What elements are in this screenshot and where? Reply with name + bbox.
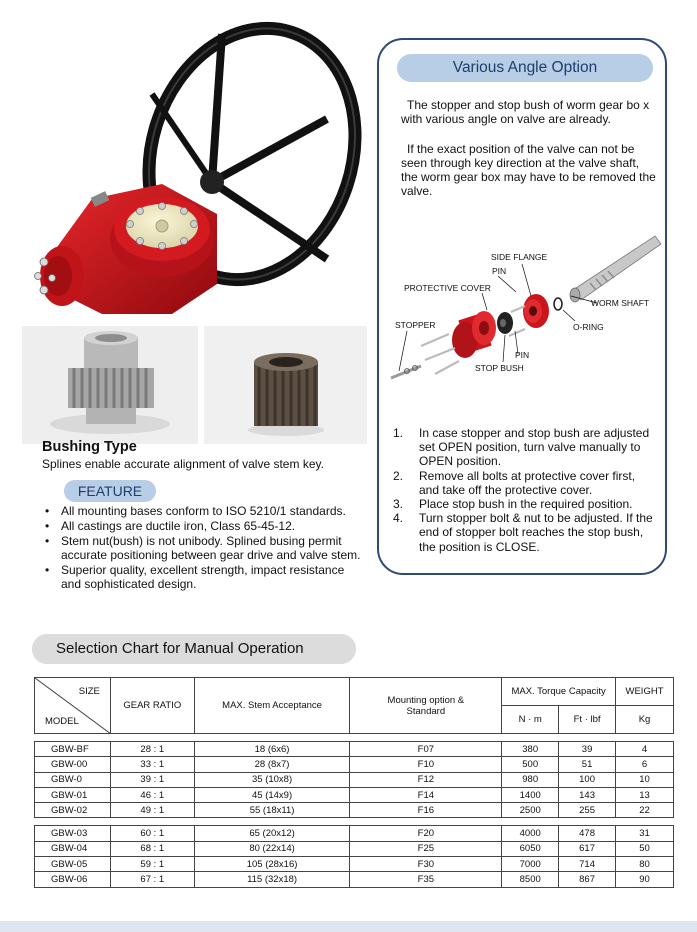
selection-chart-title: Selection Chart for Manual Operation — [32, 634, 356, 664]
header-ftlbf: Ft · lbf — [559, 706, 616, 734]
feature-item: • All mounting bases conform to ISO 5210/1 standards. — [44, 504, 366, 518]
angle-option-paragraph-1: The stopper and stop bush of worm gear bo x with various angle on valve are already. — [401, 98, 650, 126]
footer-bar — [0, 921, 697, 932]
table-row: GBW-BF 28 : 1 18 (6x6) F07 380 39 4 — [35, 742, 674, 757]
exploded-assembly-diagram — [385, 228, 663, 388]
side-flange-part — [523, 294, 549, 328]
bushing-photo — [204, 326, 367, 444]
angle-option-panel — [377, 38, 667, 575]
label-protective-cover: PROTECTIVE COVER — [404, 283, 491, 293]
table-row: GBW-05 59 : 1 105 (28x16) F30 7000 714 80 — [35, 857, 674, 872]
label-side-flange: SIDE FLANGE — [491, 252, 548, 262]
table-header-row — [35, 678, 674, 706]
stop-bush-part — [497, 312, 513, 334]
angle-option-title: Various Angle Option — [397, 54, 653, 82]
feature-item: • All castings are ductile iron, Class 65-45-12. — [44, 519, 366, 533]
feature-item: • Superior quality, excellent strength, impact resistance and sophisticated design. — [44, 563, 366, 591]
table-row: GBW-0 39 : 1 35 (10x8) F12 980 100 10 — [35, 772, 674, 787]
step-item: 1. In case stopper and stop bush are adjusted set OPEN position, turn valve manually to OPEN position. — [393, 426, 650, 469]
table-row: GBW-04 68 : 1 80 (22x14) F25 6050 617 50 — [35, 841, 674, 856]
product-photos — [22, 14, 367, 430]
table-row: GBW-03 60 : 1 65 (20x12) F20 4000 478 31 — [35, 826, 674, 841]
stopper-part — [391, 366, 421, 378]
size-model-header — [35, 678, 111, 734]
label-pin-bottom: PIN — [515, 350, 530, 360]
header-stem-acceptance: MAX. Stem Acceptance — [194, 678, 350, 734]
header-nm: N · m — [502, 706, 559, 734]
selection-chart-table — [34, 677, 674, 888]
feature-item: • Stem nut(bush) is not unibody. Splined busing permit accurate positioning between gear drive and valve stem. — [44, 534, 366, 562]
header-size: SIZE — [78, 686, 100, 697]
label-o-ring: O-RING — [573, 322, 604, 332]
bushing-type-description: Splines enable accurate alignment of valve stem key. — [42, 457, 324, 471]
feature-list — [44, 504, 366, 592]
header-model: MODEL — [45, 716, 79, 727]
worm-gear-box-photo — [22, 14, 367, 314]
angle-option-paragraph-2: If the exact position of the valve can not be seen through key direction at the valve shaft, the worm gear box may have to be removed the valve. — [401, 142, 656, 198]
label-worm-shaft: WORM SHAFT — [591, 298, 650, 308]
spline-gear-photo — [22, 326, 198, 444]
header-mounting: Mounting option & Standard — [350, 678, 502, 734]
header-weight: WEIGHT — [616, 678, 674, 706]
step-item: 2. Remove all bolts at protective cover first, and take off the protective cover. — [393, 468, 636, 497]
label-stop-bush: STOP BUSH — [475, 363, 524, 373]
o-ring-part — [554, 298, 562, 310]
table-row: GBW-00 33 : 1 28 (8x7) F10 500 51 6 — [35, 757, 674, 772]
feature-heading: FEATURE — [64, 480, 156, 502]
bushing-type-heading: Bushing Type — [42, 439, 137, 455]
step-item: 4. Turn stopper bolt & nut to be adjusted. If the end of stopper bolt reaches the stop bush, the position is CLOSE. — [393, 511, 653, 554]
adjustment-steps — [393, 426, 655, 554]
label-stopper: STOPPER — [395, 320, 436, 330]
header-torque-capacity: MAX. Torque Capacity — [502, 678, 616, 706]
header-gear-ratio: GEAR RATIO — [110, 678, 194, 734]
table-row: GBW-06 67 : 1 115 (32x18) F35 8500 867 90 — [35, 872, 674, 887]
table-row: GBW-01 46 : 1 45 (14x9) F14 1400 143 13 — [35, 787, 674, 802]
label-pin-top: PIN — [492, 266, 507, 276]
step-item: 3. Place stop bush in the required position. — [393, 497, 633, 512]
protective-cover-part — [452, 311, 496, 358]
worm-shaft-part — [570, 236, 661, 302]
header-kg: Kg — [616, 706, 674, 734]
table-row: GBW-02 49 : 1 55 (18x11) F16 2500 255 22 — [35, 803, 674, 818]
